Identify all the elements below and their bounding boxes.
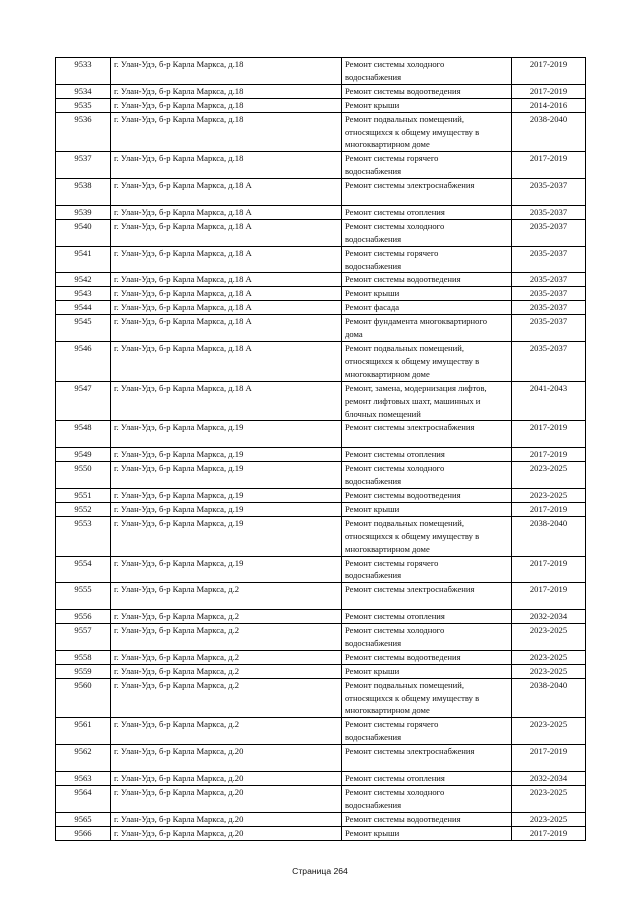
work-type-line: Ремонт крыши <box>345 99 400 110</box>
period-cell: 2017-2019 <box>512 421 586 448</box>
work-type-cell <box>342 84 512 98</box>
work-type-line: блочных помещений <box>345 408 421 419</box>
address-cell: г. Улан-Удэ, б-р Карла Маркса, д.18 А <box>111 315 342 342</box>
address-cell: г. Улан-Удэ, б-р Карла Маркса, д.19 <box>111 488 342 502</box>
period-cell: 2038-2040 <box>512 516 586 556</box>
address-cell: г. Улан-Удэ, б-р Карла Маркса, д.19 <box>111 421 342 448</box>
table-row <box>56 502 586 516</box>
work-type-cell <box>342 152 512 179</box>
period-cell: 2035-2037 <box>512 179 586 206</box>
work-type-line: Ремонт системы холодного <box>345 786 445 797</box>
address-cell: г. Улан-Удэ, б-р Карла Маркса, д.20 <box>111 745 342 772</box>
work-type-cell <box>342 624 512 651</box>
period-cell: 2017-2019 <box>512 583 586 610</box>
row-number-cell: 9542 <box>56 273 111 287</box>
work-type-cell <box>342 381 512 421</box>
table-row <box>56 462 586 489</box>
table-row <box>56 98 586 112</box>
work-type-line: многоквартирном доме <box>345 139 430 150</box>
period-cell: 2017-2019 <box>512 84 586 98</box>
work-type-line: Ремонт крыши <box>345 665 400 676</box>
capital-repair-table <box>55 57 586 841</box>
work-type-line: Ремонт крыши <box>345 827 400 838</box>
address-cell: г. Улан-Удэ, б-р Карла Маркса, д.2 <box>111 624 342 651</box>
work-type-line: Ремонт системы водоотведения <box>345 651 461 662</box>
period-cell: 2035-2037 <box>512 315 586 342</box>
row-number-cell: 9557 <box>56 624 111 651</box>
row-number-cell: 9553 <box>56 516 111 556</box>
address-cell: г. Улан-Удэ, б-р Карла Маркса, д.18 А <box>111 342 342 382</box>
row-number-cell: 9562 <box>56 745 111 772</box>
row-number-cell: 9563 <box>56 771 111 785</box>
work-type-line: водоснабжения <box>345 71 402 82</box>
work-type-line: Ремонт системы электроснабжения <box>345 422 475 433</box>
work-type-line: относящихся к общему имуществу в <box>345 692 480 703</box>
row-number-cell: 9552 <box>56 502 111 516</box>
work-type-line: Ремонт системы водоотведения <box>345 274 461 285</box>
work-type-cell <box>342 179 512 206</box>
period-cell: 2017-2019 <box>512 152 586 179</box>
row-number-cell: 9538 <box>56 179 111 206</box>
row-number-cell: 9543 <box>56 287 111 301</box>
period-cell: 2017-2019 <box>512 448 586 462</box>
table-row <box>56 488 586 502</box>
row-number-cell: 9551 <box>56 488 111 502</box>
work-type-cell <box>342 421 512 448</box>
work-type-cell <box>342 301 512 315</box>
table-row <box>56 84 586 98</box>
address-cell: г. Улан-Удэ, б-р Карла Маркса, д.20 <box>111 812 342 826</box>
row-number-cell: 9540 <box>56 219 111 246</box>
work-type-cell <box>342 812 512 826</box>
row-number-cell: 9555 <box>56 583 111 610</box>
period-cell: 2017-2019 <box>512 826 586 840</box>
work-type-line: Ремонт подвальных помещений, <box>345 343 464 354</box>
table-row <box>56 745 586 772</box>
row-number-cell: 9546 <box>56 342 111 382</box>
work-type-cell <box>342 664 512 678</box>
work-type-line: многоквартирном доме <box>345 543 430 554</box>
table-row <box>56 718 586 745</box>
row-number-cell: 9545 <box>56 315 111 342</box>
row-number-cell: 9535 <box>56 98 111 112</box>
row-number-cell: 9561 <box>56 718 111 745</box>
row-number-cell: 9534 <box>56 84 111 98</box>
table-row <box>56 650 586 664</box>
work-type-cell <box>342 219 512 246</box>
work-type-cell <box>342 650 512 664</box>
work-type-line: Ремонт системы электроснабжения <box>345 180 475 191</box>
work-type-line <box>345 758 508 771</box>
table-row <box>56 58 586 85</box>
work-type-line: Ремонт системы холодного <box>345 625 445 636</box>
work-type-line: дома <box>345 329 363 340</box>
row-number-cell: 9537 <box>56 152 111 179</box>
work-type-line: Ремонт системы водоотведения <box>345 813 461 824</box>
table-row <box>56 315 586 342</box>
period-cell: 2017-2019 <box>512 745 586 772</box>
address-cell: г. Улан-Удэ, б-р Карла Маркса, д.19 <box>111 502 342 516</box>
work-type-line: водоснабжения <box>345 233 402 244</box>
work-type-cell <box>342 273 512 287</box>
row-number-cell: 9560 <box>56 678 111 718</box>
period-cell: 2041-2043 <box>512 381 586 421</box>
period-cell: 2035-2037 <box>512 219 586 246</box>
work-type-line: водоснабжения <box>345 166 402 177</box>
work-type-cell <box>342 98 512 112</box>
work-type-cell <box>342 462 512 489</box>
period-cell: 2035-2037 <box>512 246 586 273</box>
work-type-line: водоснабжения <box>345 732 402 743</box>
period-cell: 2035-2037 <box>512 301 586 315</box>
address-cell: г. Улан-Удэ, б-р Карла Маркса, д.20 <box>111 785 342 812</box>
page-number: Страница 264 <box>292 866 348 876</box>
table-row <box>56 301 586 315</box>
work-type-line: Ремонт системы электроснабжения <box>345 746 475 757</box>
period-cell: 2023-2025 <box>512 462 586 489</box>
work-type-line <box>345 434 508 447</box>
table-row <box>56 152 586 179</box>
work-type-line: Ремонт системы горячего <box>345 247 439 258</box>
period-cell: 2014-2016 <box>512 98 586 112</box>
table-row <box>56 273 586 287</box>
work-type-line: Ремонт системы водоотведения <box>345 489 461 500</box>
table-row <box>56 205 586 219</box>
work-type-cell <box>342 287 512 301</box>
table-row <box>56 179 586 206</box>
table-row <box>56 664 586 678</box>
period-cell: 2023-2025 <box>512 785 586 812</box>
address-cell: г. Улан-Удэ, б-р Карла Маркса, д.2 <box>111 650 342 664</box>
address-cell: г. Улан-Удэ, б-р Карла Маркса, д.19 <box>111 462 342 489</box>
period-cell: 2038-2040 <box>512 112 586 152</box>
work-type-cell <box>342 315 512 342</box>
work-type-cell <box>342 488 512 502</box>
work-type-cell <box>342 516 512 556</box>
table-row <box>56 421 586 448</box>
work-type-line <box>345 596 508 609</box>
row-number-cell: 9550 <box>56 462 111 489</box>
address-cell: г. Улан-Удэ, б-р Карла Маркса, д.2 <box>111 610 342 624</box>
work-type-cell <box>342 718 512 745</box>
table-row <box>56 583 586 610</box>
work-type-line: Ремонт системы холодного <box>345 220 445 231</box>
work-type-line: ремонт лифтовых шахт, машинных и <box>345 395 481 406</box>
work-type-cell <box>342 246 512 273</box>
row-number-cell: 9547 <box>56 381 111 421</box>
work-type-cell <box>342 785 512 812</box>
work-type-cell <box>342 678 512 718</box>
row-number-cell: 9539 <box>56 205 111 219</box>
table-row <box>56 785 586 812</box>
period-cell: 2032-2034 <box>512 610 586 624</box>
period-cell: 2035-2037 <box>512 342 586 382</box>
work-type-line: водоснабжения <box>345 260 402 271</box>
period-cell: 2023-2025 <box>512 664 586 678</box>
period-cell: 2023-2025 <box>512 718 586 745</box>
address-cell: г. Улан-Удэ, б-р Карла Маркса, д.18 А <box>111 273 342 287</box>
table-row <box>56 112 586 152</box>
table-row <box>56 246 586 273</box>
work-type-line: Ремонт фасада <box>345 302 400 313</box>
work-type-cell <box>342 771 512 785</box>
address-cell: г. Улан-Удэ, б-р Карла Маркса, д.2 <box>111 664 342 678</box>
address-cell: г. Улан-Удэ, б-р Карла Маркса, д.18 <box>111 84 342 98</box>
work-type-line: Ремонт, замена, модернизация лифтов, <box>345 382 487 393</box>
work-type-line: водоснабжения <box>345 570 402 581</box>
row-number-cell: 9554 <box>56 556 111 583</box>
period-cell: 2017-2019 <box>512 556 586 583</box>
table-row <box>56 771 586 785</box>
period-cell: 2017-2019 <box>512 502 586 516</box>
work-type-line: Ремонт системы горячего <box>345 153 439 164</box>
work-type-line: водоснабжения <box>345 637 402 648</box>
work-type-cell <box>342 342 512 382</box>
period-cell: 2035-2037 <box>512 205 586 219</box>
address-cell: г. Улан-Удэ, б-р Карла Маркса, д.2 <box>111 678 342 718</box>
row-number-cell: 9556 <box>56 610 111 624</box>
table-row <box>56 381 586 421</box>
work-type-cell <box>342 826 512 840</box>
period-cell: 2023-2025 <box>512 488 586 502</box>
table-row <box>56 624 586 651</box>
address-cell: г. Улан-Удэ, б-р Карла Маркса, д.2 <box>111 718 342 745</box>
work-type-line: Ремонт системы горячего <box>345 557 439 568</box>
work-type-line: Ремонт системы отопления <box>345 206 445 217</box>
period-cell: 2038-2040 <box>512 678 586 718</box>
row-number-cell: 9549 <box>56 448 111 462</box>
work-type-cell <box>342 556 512 583</box>
row-number-cell: 9559 <box>56 664 111 678</box>
address-cell: г. Улан-Удэ, б-р Карла Маркса, д.20 <box>111 826 342 840</box>
row-number-cell: 9564 <box>56 785 111 812</box>
work-type-cell <box>342 610 512 624</box>
period-cell: 2032-2034 <box>512 771 586 785</box>
table-row <box>56 287 586 301</box>
table-row <box>56 556 586 583</box>
period-cell: 2023-2025 <box>512 812 586 826</box>
row-number-cell: 9566 <box>56 826 111 840</box>
period-cell: 2023-2025 <box>512 624 586 651</box>
work-type-line: относящихся к общему имуществу в <box>345 355 480 366</box>
row-number-cell: 9548 <box>56 421 111 448</box>
work-type-line: Ремонт крыши <box>345 503 400 514</box>
address-cell: г. Улан-Удэ, б-р Карла Маркса, д.18 А <box>111 301 342 315</box>
address-cell: г. Улан-Удэ, б-р Карла Маркса, д.19 <box>111 448 342 462</box>
work-type-line: Ремонт крыши <box>345 288 400 299</box>
work-type-line: водоснабжения <box>345 799 402 810</box>
work-type-line: Ремонт системы водоотведения <box>345 85 461 96</box>
work-type-line: водоснабжения <box>345 476 402 487</box>
work-type-line: Ремонт системы электроснабжения <box>345 584 475 595</box>
table-row <box>56 448 586 462</box>
table-row <box>56 516 586 556</box>
work-type-line: Ремонт подвальных помещений, <box>345 113 464 124</box>
work-type-cell <box>342 58 512 85</box>
table-row <box>56 610 586 624</box>
address-cell: г. Улан-Удэ, б-р Карла Маркса, д.18 А <box>111 219 342 246</box>
row-number-cell: 9558 <box>56 650 111 664</box>
work-type-line: многоквартирном доме <box>345 368 430 379</box>
row-number-cell: 9544 <box>56 301 111 315</box>
address-cell: г. Улан-Удэ, б-р Карла Маркса, д.18 А <box>111 179 342 206</box>
address-cell: г. Улан-Удэ, б-р Карла Маркса, д.2 <box>111 583 342 610</box>
table-body <box>56 58 586 841</box>
work-type-line: Ремонт системы холодного <box>345 59 445 69</box>
work-type-line: Ремонт подвальных помещений, <box>345 517 464 528</box>
row-number-cell: 9533 <box>56 58 111 85</box>
work-type-line: Ремонт фундамента многоквартирного <box>345 316 488 327</box>
work-type-line: Ремонт системы отопления <box>345 449 445 460</box>
period-cell: 2017-2019 <box>512 58 586 85</box>
address-cell: г. Улан-Удэ, б-р Карла Маркса, д.19 <box>111 556 342 583</box>
table-row <box>56 678 586 718</box>
row-number-cell: 9536 <box>56 112 111 152</box>
work-type-cell <box>342 112 512 152</box>
address-cell: г. Улан-Удэ, б-р Карла Маркса, д.18 А <box>111 381 342 421</box>
table-row <box>56 826 586 840</box>
work-type-cell <box>342 205 512 219</box>
row-number-cell: 9565 <box>56 812 111 826</box>
period-cell: 2035-2037 <box>512 273 586 287</box>
address-cell: г. Улан-Удэ, б-р Карла Маркса, д.18 <box>111 152 342 179</box>
period-cell: 2035-2037 <box>512 287 586 301</box>
work-type-cell <box>342 502 512 516</box>
row-number-cell: 9541 <box>56 246 111 273</box>
work-type-line: относящихся к общему имуществу в <box>345 530 480 541</box>
work-type-cell <box>342 448 512 462</box>
address-cell: г. Улан-Удэ, б-р Карла Маркса, д.18 <box>111 112 342 152</box>
address-cell: г. Улан-Удэ, б-р Карла Маркса, д.18 А <box>111 205 342 219</box>
table-row <box>56 219 586 246</box>
period-cell: 2023-2025 <box>512 650 586 664</box>
work-type-line <box>345 192 508 205</box>
address-cell: г. Улан-Удэ, б-р Карла Маркса, д.18 <box>111 58 342 85</box>
address-cell: г. Улан-Удэ, б-р Карла Маркса, д.18 А <box>111 246 342 273</box>
work-type-cell <box>342 745 512 772</box>
table-row <box>56 342 586 382</box>
work-type-line: Ремонт системы горячего <box>345 719 439 730</box>
work-type-line: Ремонт системы отопления <box>345 772 445 783</box>
address-cell: г. Улан-Удэ, б-р Карла Маркса, д.19 <box>111 516 342 556</box>
address-cell: г. Улан-Удэ, б-р Карла Маркса, д.20 <box>111 771 342 785</box>
work-type-line: Ремонт подвальных помещений, <box>345 679 464 690</box>
work-type-cell <box>342 583 512 610</box>
work-type-line: относящихся к общему имуществу в <box>345 126 480 137</box>
address-cell: г. Улан-Удэ, б-р Карла Маркса, д.18 А <box>111 287 342 301</box>
table-row <box>56 812 586 826</box>
address-cell: г. Улан-Удэ, б-р Карла Маркса, д.18 <box>111 98 342 112</box>
work-type-line: Ремонт системы холодного <box>345 463 445 474</box>
work-type-line: многоквартирном доме <box>345 705 430 716</box>
work-type-line: Ремонт системы отопления <box>345 611 445 622</box>
